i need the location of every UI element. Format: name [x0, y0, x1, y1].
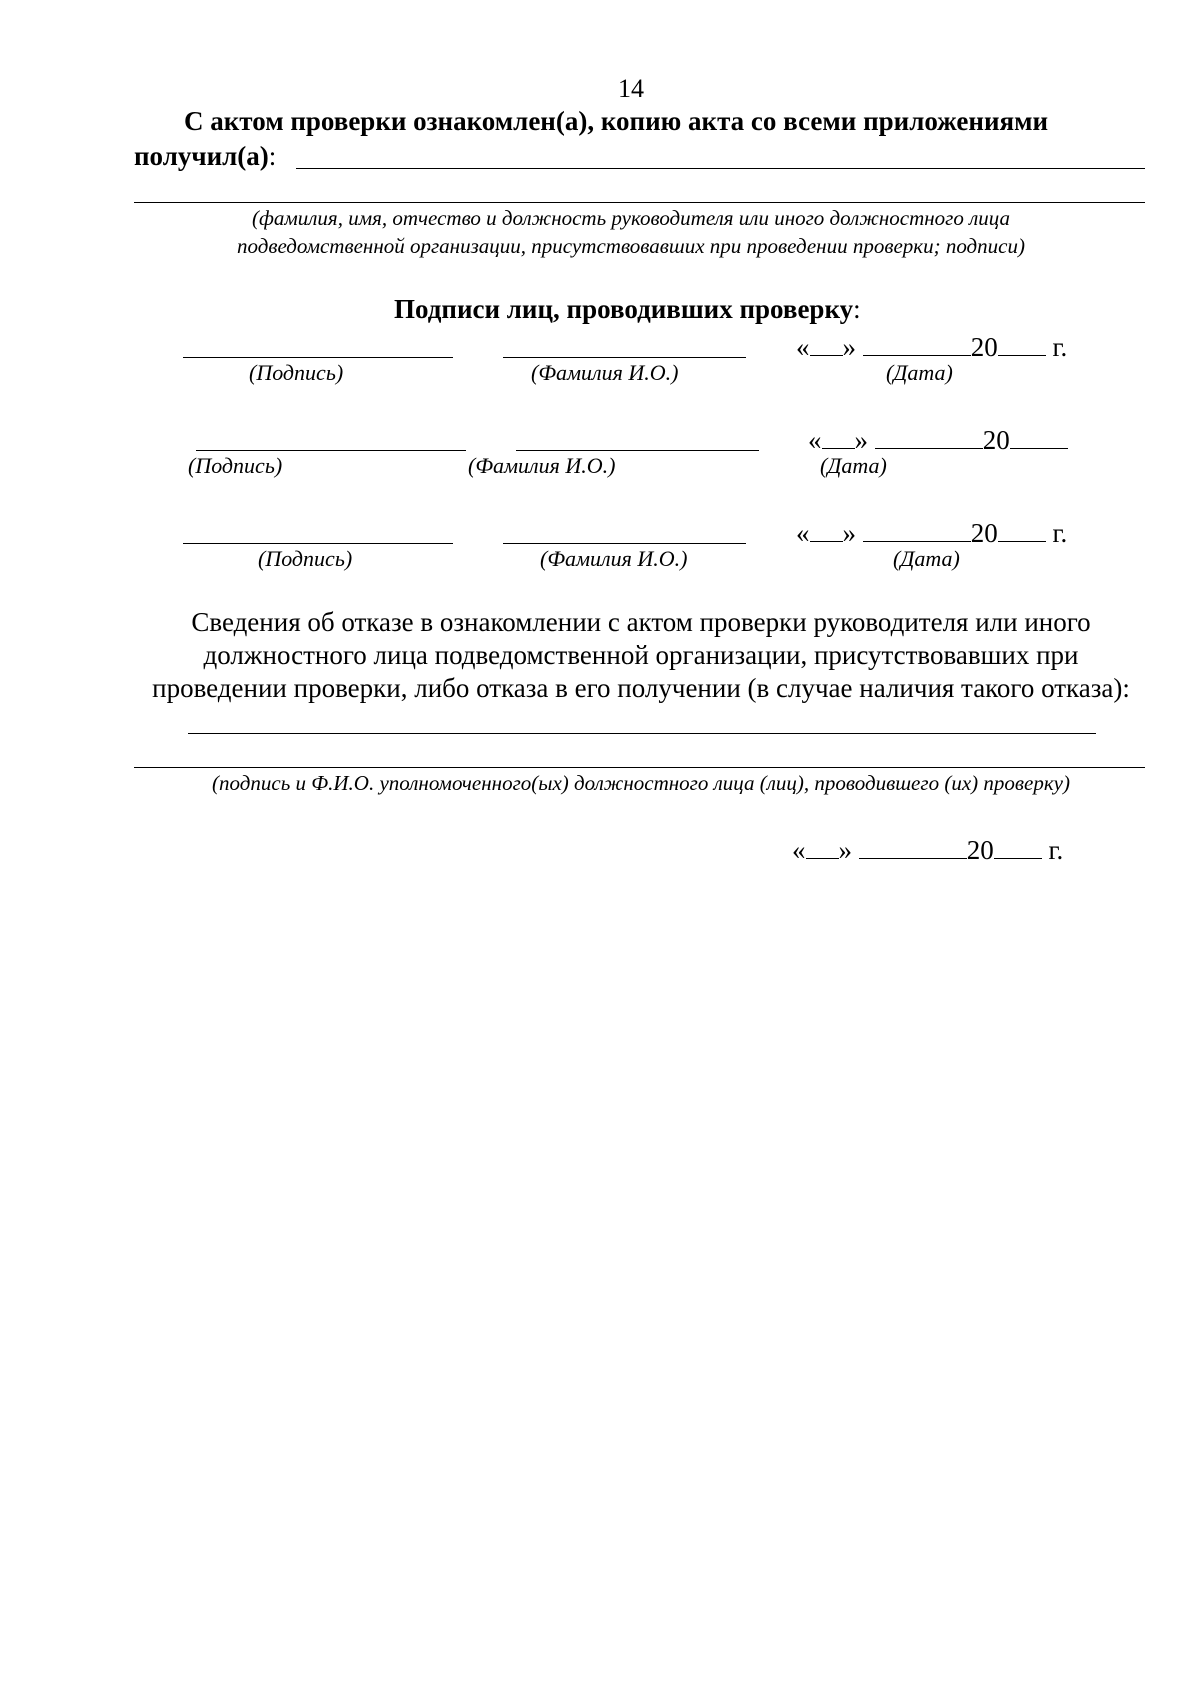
signatures-heading-colon: : [853, 294, 861, 324]
final-date-year-suffix: г. [1048, 835, 1064, 865]
refusal-text-line3: проведении проверки, либо отказа в его получении (в случае наличия такого отказа): [152, 673, 1130, 703]
name-caption-3: (Фамилия И.О.) [540, 546, 688, 571]
signature-line-1[interactable] [183, 357, 453, 358]
signature-caption-1: (Подпись) [249, 360, 344, 385]
date-quote-open-2: « [808, 425, 822, 455]
date-quote-close-3: » [842, 518, 856, 548]
final-date-quote-close: » [838, 835, 852, 865]
ack-caption-line2: подведомственной организации, присутствовавших при проведении проверки; подписи) [237, 234, 1025, 258]
date-year-suffix-1: г. [1052, 332, 1068, 362]
name-line-3[interactable] [503, 543, 746, 544]
final-date-year-prefix: 20 [966, 835, 994, 865]
ack-caption-line1: (фамилия, имя, отчество и должность руководителя или иного должностного лица [251, 206, 1011, 230]
name-line-1[interactable] [503, 357, 746, 358]
refusal-signature-line[interactable] [134, 767, 1145, 768]
ack-received-line[interactable] [296, 168, 1145, 169]
date-year-prefix-1: 20 [970, 332, 998, 362]
final-date-quote-open: « [792, 835, 806, 865]
date-field-1[interactable] [796, 328, 1067, 363]
ack-name-line[interactable] [134, 202, 1145, 203]
ack-heading-line1: С актом проверки ознакомлен(а), копию акта со всеми приложениями [184, 106, 1049, 136]
signature-caption-3: (Подпись) [258, 546, 353, 571]
date-year-prefix-2: 20 [982, 425, 1010, 455]
refusal-caption: (подпись и Ф.И.О. уполномоченного(ых) должностного лица (лиц), проводившего (их) проверку) [212, 771, 1070, 795]
signature-caption-2: (Подпись) [188, 453, 283, 478]
name-line-2[interactable] [516, 450, 759, 451]
refusal-text-line2: должностного лица подведомственной организации, присутствовавших при [203, 640, 1079, 670]
signatures-heading-text: Подписи лиц, проводивших проверку [394, 294, 854, 324]
signature-line-2[interactable] [196, 450, 466, 451]
date-caption-2: (Дата) [820, 453, 887, 478]
date-year-prefix-3: 20 [970, 518, 998, 548]
signature-line-3[interactable] [183, 543, 453, 544]
refusal-line[interactable] [188, 733, 1096, 734]
date-quote-open-3: « [796, 518, 810, 548]
date-quote-open-1: « [796, 332, 810, 362]
date-field-2[interactable] [808, 421, 1068, 456]
date-quote-close-2: » [854, 425, 868, 455]
date-caption-3: (Дата) [893, 546, 960, 571]
date-field-3[interactable] [796, 514, 1067, 549]
final-date-field[interactable] [792, 831, 1063, 866]
date-year-suffix-3: г. [1052, 518, 1068, 548]
name-caption-2: (Фамилия И.О.) [468, 453, 616, 478]
date-caption-1: (Дата) [886, 360, 953, 385]
page-number: 14 [618, 74, 644, 103]
name-caption-1: (Фамилия И.О.) [531, 360, 679, 385]
signatures-heading [394, 294, 861, 325]
date-quote-close-1: » [842, 332, 856, 362]
ack-heading-line2 [134, 141, 276, 172]
ack-received-colon: : [268, 141, 277, 171]
ack-received-label: получил(а) [134, 141, 269, 171]
refusal-text-line1: Сведения об отказе в ознакомлении с актом проверки руководителя или иного [191, 607, 1091, 637]
